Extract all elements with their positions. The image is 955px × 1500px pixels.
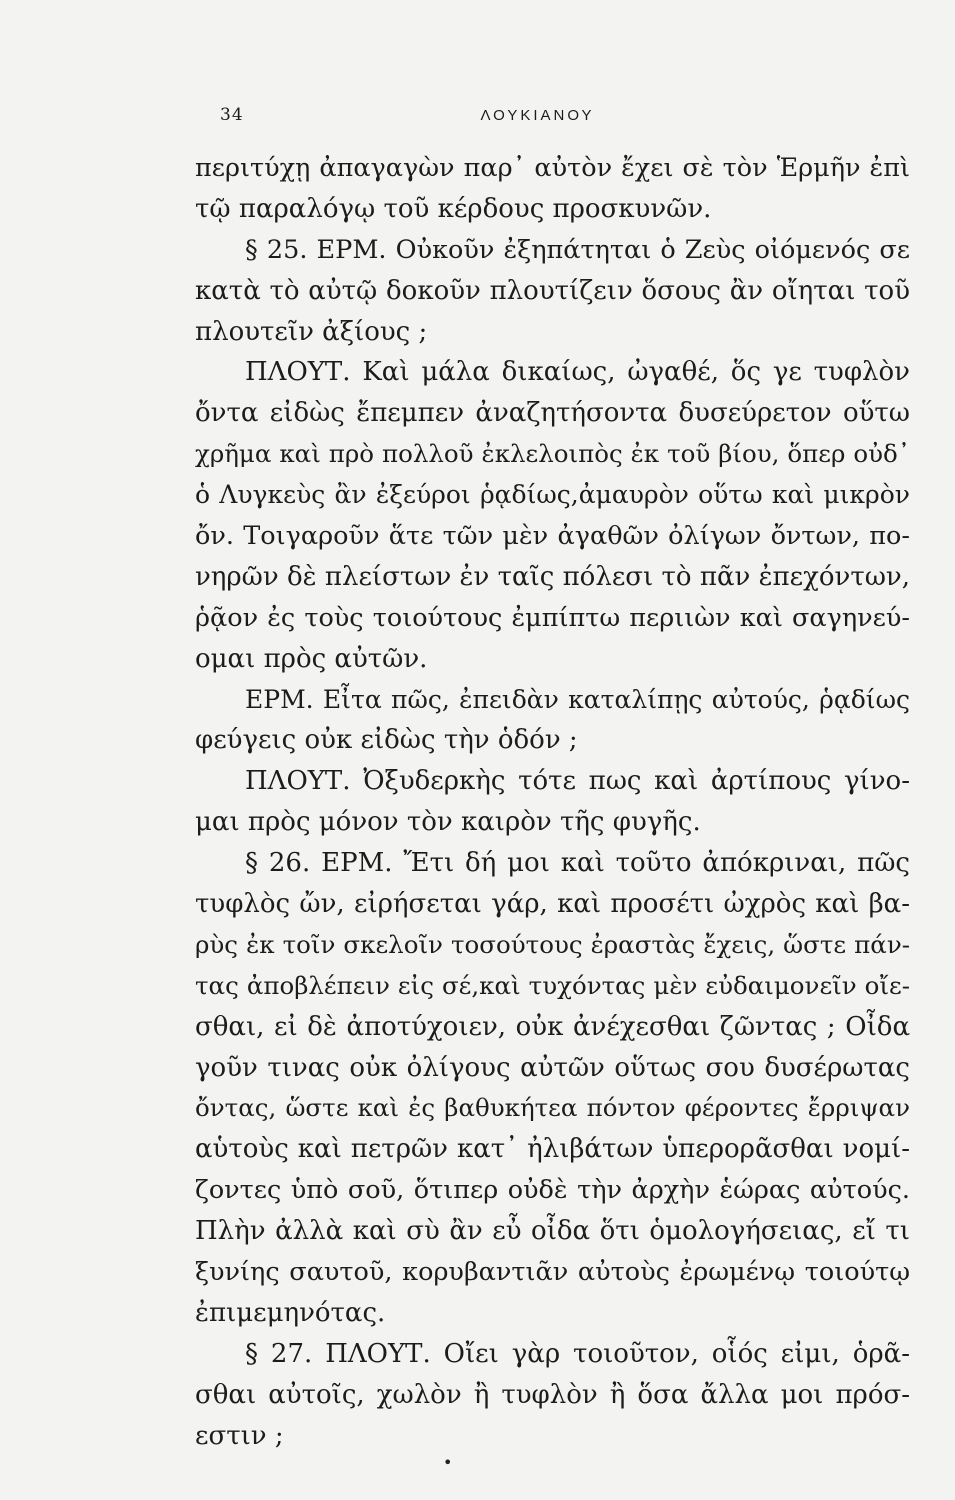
text-line: φεύγεις οὐκ εἰδὼς τὴν ὁδόν ;: [195, 725, 578, 756]
text-line: ρὺς ἐκ τοῖν σκελοῖν τοσούτους ἐραστὰς ἔχεις, ὥστε πάν-: [195, 929, 910, 959]
text-line: μαι πρὸς μόνον τὸν καιρὸν τῆς φυγῆς.: [195, 807, 701, 838]
text-line: ΠΛΟΥΤ. Καὶ μάλα δικαίως, ὠγαθέ, ὅς γε τυφλὸν: [245, 357, 910, 388]
text-line: ὁ Λυγκεὺς ἂν ἐξεύροι ῥᾳδίως,ἀμαυρὸν οὕτω καὶ μικρὸν: [195, 480, 910, 510]
text-line: ΠΛΟΥΤ. Ὀξυδερκὴς τότε πως καὶ ἀρτίπους γίνο-: [245, 766, 910, 797]
text-line: τῷ παραλόγῳ τοῦ κέρδους προσκυνῶν.: [195, 193, 712, 224]
text-line: § 26. ΕΡΜ. Ἔτι δή μοι καὶ τοῦτο ἀπόκριναι, πῶς: [245, 848, 910, 879]
text-line: χρῆμα καὶ πρὸ πολλοῦ ἐκλελοιπὸς ἐκ τοῦ βίου, ὅπερ οὐδ᾽: [195, 439, 910, 469]
text-line: ῥᾷον ἐς τοὺς τοιούτους ἐμπίπτω περιιὼν καὶ σαγηνεύ-: [195, 602, 910, 633]
text-line: ΕΡΜ. Εἶτα πῶς, ἐπειδὰν καταλίπῃς αὐτούς, ῥᾳδίως: [245, 684, 910, 714]
text-line: ὄν. Τοιγαροῦν ἅτε τῶν μὲν ἀγαθῶν ὀλίγων ὄντων, πο-: [195, 521, 910, 552]
text-line: πλουτεῖν ἀξίους ;: [195, 316, 428, 347]
page-dot-mark: •: [443, 1453, 453, 1472]
text-line: ομαι πρὸς αὐτῶν.: [195, 643, 428, 674]
text-line: ξυνίης σαυτοῦ, κορυβαντιᾶν αὐτοὺς ἐρωμένῳ τοιούτῳ: [195, 1257, 910, 1288]
text-line: ζοντες ὑπὸ σοῦ, ὅτιπερ οὐδὲ τὴν ἀρχὴν ἑώρας αὐτούς.: [195, 1175, 910, 1206]
text-line: ἐπιμεμηνότας.: [195, 1297, 386, 1328]
text-line: αὑτοὺς καὶ πετρῶν κατ᾽ ἠλιβάτων ὑπερορᾶσθαι νομί-: [195, 1134, 910, 1165]
text-line: κατὰ τὸ αὐτῷ δοκοῦν πλουτίζειν ὅσους ἂν οἴηται τοῦ: [195, 275, 910, 306]
text-line: τυφλὸς ὤν, εἰρήσεται γάρ, καὶ προσέτι ὠχρὸς καὶ βα-: [195, 889, 910, 920]
text-line: § 25. ΕΡΜ. Οὐκοῦν ἐξηπάτηται ὁ Ζεὺς οἰόμενός σε: [245, 234, 910, 265]
text-line: ὄντας, ὥστε καὶ ἐς βαθυκήτεα πόντον φέροντες ἔρριψαν: [195, 1093, 910, 1123]
text-line: περιτύχῃ ἀπαγαγὼν παρ᾽ αὐτὸν ἔχει σὲ τὸν Ἑρμῆν ἐπὶ: [195, 153, 910, 183]
body-text: [195, 148, 910, 1457]
text-line: Πλὴν ἀλλὰ καὶ σὺ ἂν εὖ οἶδα ὅτι ὁμολογήσειας, εἴ τι: [195, 1216, 910, 1247]
text-line: εστιν ;: [195, 1420, 284, 1451]
text-line: σθαι, εἰ δὲ ἀποτύχοιεν, οὐκ ἀνέχεσθαι ζῶντας ; Οἶδα: [195, 1011, 910, 1042]
page-header: [220, 105, 855, 135]
page-number: 34: [220, 105, 244, 125]
running-title: ΛΟΥΚΙΑΝΟΥ: [480, 107, 595, 124]
text-line: σθαι αὐτοῖς, χωλὸν ἢ τυφλὸν ἢ ὅσα ἄλλα μοι πρόσ-: [195, 1379, 910, 1410]
text-line: γοῦν τινας οὐκ ὀλίγους αὐτῶν οὕτως σου δυσέρωτας: [195, 1052, 910, 1083]
text-line: § 27. ΠΛΟΥΤ. Οἴει γὰρ τοιοῦτον, οἷός εἰμι, ὁρᾶ-: [245, 1338, 910, 1369]
text-line: νηρῶν δὲ πλείστων ἐν ταῖς πόλεσι τὸ πᾶν ἐπεχόντων,: [195, 561, 910, 592]
text-line: ὄντα εἰδὼς ἔπεμπεν ἀναζητήσοντα δυσεύρετον οὕτω: [195, 398, 910, 429]
text-line: τας ἀποβλέπειν εἰς σέ,καὶ τυχόντας μὲν εὐδαιμονεῖν οἴε-: [195, 970, 910, 1000]
